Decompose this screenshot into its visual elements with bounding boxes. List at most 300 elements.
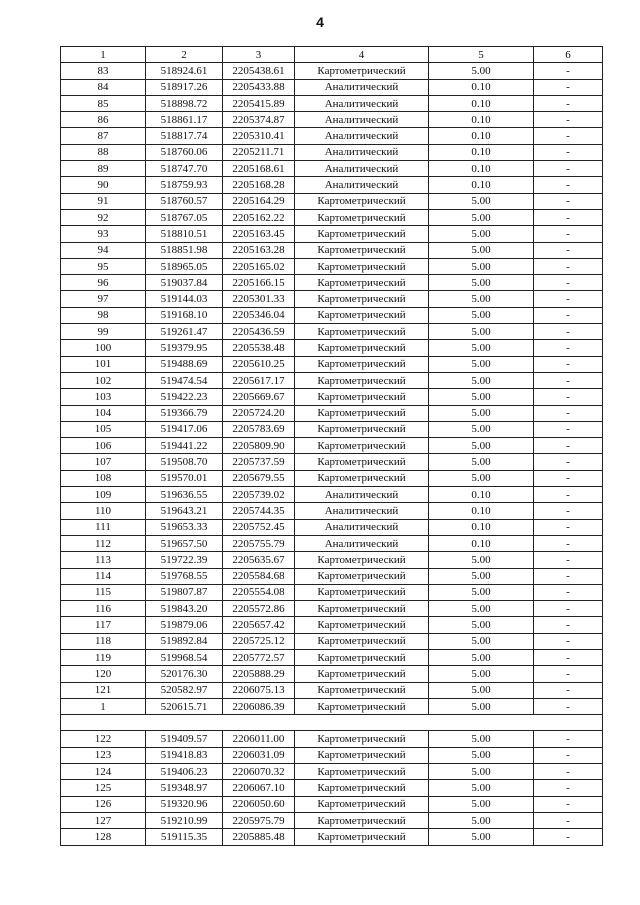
table-cell: Аналитический: [295, 95, 429, 111]
table-cell: 120: [61, 666, 146, 682]
table-cell: Картометрический: [295, 421, 429, 437]
table-cell: -: [534, 535, 603, 551]
table-cell: 5.00: [429, 812, 534, 828]
table-cell: 2205744.35: [223, 503, 295, 519]
table-cell: 519636.55: [146, 487, 223, 503]
table-cell: 2205809.90: [223, 438, 295, 454]
table-cell: 5.00: [429, 780, 534, 796]
table-cell: 0.10: [429, 95, 534, 111]
table-cell: 118: [61, 633, 146, 649]
table-cell: 5.00: [429, 421, 534, 437]
table-cell: 2205166.15: [223, 275, 295, 291]
table-cell: 519115.35: [146, 829, 223, 845]
table-cell: 108: [61, 470, 146, 486]
table-cell: 2205772.57: [223, 649, 295, 665]
table-cell: 5.00: [429, 275, 534, 291]
table-cell: 2205752.45: [223, 519, 295, 535]
table-cell: -: [534, 633, 603, 649]
table-cell: -: [534, 112, 603, 128]
table-cell: 519968.54: [146, 649, 223, 665]
table-cell: 2205679.55: [223, 470, 295, 486]
table-cell: -: [534, 470, 603, 486]
column-header: 1: [61, 47, 146, 63]
table-cell: 5.00: [429, 340, 534, 356]
table-cell: 109: [61, 487, 146, 503]
table-cell: 5.00: [429, 633, 534, 649]
table-cell: 5.00: [429, 226, 534, 242]
table-cell: Картометрический: [295, 747, 429, 763]
table-row: [61, 340, 603, 356]
table-cell: 2205572.86: [223, 601, 295, 617]
table-cell: 5.00: [429, 324, 534, 340]
table-cell: -: [534, 601, 603, 617]
table-cell: Картометрический: [295, 666, 429, 682]
table-cell: 85: [61, 95, 146, 111]
table-cell: 99: [61, 324, 146, 340]
table-cell: 116: [61, 601, 146, 617]
table-cell: 2205724.20: [223, 405, 295, 421]
table-cell: 5.00: [429, 829, 534, 845]
table-cell: 2205554.08: [223, 584, 295, 600]
table-cell: Картометрический: [295, 340, 429, 356]
table-cell: 519366.79: [146, 405, 223, 421]
table-cell: 5.00: [429, 747, 534, 763]
table-cell: 2206011.00: [223, 731, 295, 747]
table-cell: 124: [61, 764, 146, 780]
table-cell: 519261.47: [146, 324, 223, 340]
table-cell: 5.00: [429, 470, 534, 486]
table-cell: 2205617.17: [223, 372, 295, 388]
table-cell: -: [534, 552, 603, 568]
table-row: [61, 747, 603, 763]
table-cell: 2205163.28: [223, 242, 295, 258]
table-cell: 100: [61, 340, 146, 356]
table-cell: 519643.21: [146, 503, 223, 519]
table-cell: 2206070.32: [223, 764, 295, 780]
table-cell: 518767.05: [146, 209, 223, 225]
table-cell: Картометрический: [295, 633, 429, 649]
table-cell: -: [534, 128, 603, 144]
table-cell: Аналитический: [295, 161, 429, 177]
table-cell: -: [534, 291, 603, 307]
table-cell: 2205725.12: [223, 633, 295, 649]
table-cell: 2205737.59: [223, 454, 295, 470]
table-row: [61, 193, 603, 209]
table-cell: 5.00: [429, 307, 534, 323]
table-cell: 113: [61, 552, 146, 568]
table-cell: 127: [61, 812, 146, 828]
table-cell: Картометрический: [295, 258, 429, 274]
coordinates-table: [60, 46, 603, 846]
table-cell: 5.00: [429, 731, 534, 747]
table-cell: -: [534, 389, 603, 405]
table-cell: 520176.30: [146, 666, 223, 682]
table-cell: -: [534, 454, 603, 470]
table-cell: 518898.72: [146, 95, 223, 111]
table-cell: 97: [61, 291, 146, 307]
table-cell: 2205168.61: [223, 161, 295, 177]
table-cell: 5.00: [429, 291, 534, 307]
table-cell: 2206086.39: [223, 698, 295, 714]
table-cell: 92: [61, 209, 146, 225]
table-cell: Картометрический: [295, 568, 429, 584]
table-cell: Картометрический: [295, 470, 429, 486]
table-cell: 112: [61, 535, 146, 551]
table-cell: Картометрический: [295, 552, 429, 568]
table-cell: 0.10: [429, 144, 534, 160]
table-row: [61, 226, 603, 242]
table-cell: 114: [61, 568, 146, 584]
table-cell: 519843.20: [146, 601, 223, 617]
table-cell: -: [534, 63, 603, 79]
table-cell: 0.10: [429, 535, 534, 551]
table-cell: 5.00: [429, 649, 534, 665]
table-cell: 519722.39: [146, 552, 223, 568]
table-cell: 98: [61, 307, 146, 323]
table-cell: -: [534, 584, 603, 600]
table-cell: 2205310.41: [223, 128, 295, 144]
table-cell: Картометрический: [295, 356, 429, 372]
table-cell: 519409.57: [146, 731, 223, 747]
table-cell: 2205436.59: [223, 324, 295, 340]
table-cell: -: [534, 780, 603, 796]
table-cell: Картометрический: [295, 780, 429, 796]
table-cell: 2206050.60: [223, 796, 295, 812]
table-cell: 2205669.67: [223, 389, 295, 405]
table-cell: 88: [61, 144, 146, 160]
table-row: [61, 291, 603, 307]
table-cell: 84: [61, 79, 146, 95]
table-cell: Картометрический: [295, 226, 429, 242]
table-cell: 2205374.87: [223, 112, 295, 128]
table-cell: 2205211.71: [223, 144, 295, 160]
table-cell: 2205888.29: [223, 666, 295, 682]
table-cell: 519879.06: [146, 617, 223, 633]
table-cell: -: [534, 405, 603, 421]
table-cell: 5.00: [429, 796, 534, 812]
table-cell: Картометрический: [295, 438, 429, 454]
table-cell: Картометрический: [295, 764, 429, 780]
table-row: [61, 601, 603, 617]
table-cell: Аналитический: [295, 144, 429, 160]
table-row: [61, 568, 603, 584]
table-row: [61, 796, 603, 812]
table-cell: 5.00: [429, 666, 534, 682]
table-cell: Картометрический: [295, 601, 429, 617]
table-cell: -: [534, 193, 603, 209]
table-cell: Аналитический: [295, 519, 429, 535]
table-cell: -: [534, 503, 603, 519]
table-cell: -: [534, 666, 603, 682]
table-cell: 520615.71: [146, 698, 223, 714]
table-cell: 519168.10: [146, 307, 223, 323]
table-cell: 520582.97: [146, 682, 223, 698]
table-cell: 83: [61, 63, 146, 79]
table-cell: 2206031.09: [223, 747, 295, 763]
table-cell: 518760.06: [146, 144, 223, 160]
table-cell: 5.00: [429, 242, 534, 258]
table-row: [61, 552, 603, 568]
table-cell: 519807.87: [146, 584, 223, 600]
table-cell: 2205610.25: [223, 356, 295, 372]
table-cell: 91: [61, 193, 146, 209]
table-row: [61, 389, 603, 405]
table-cell: 519406.23: [146, 764, 223, 780]
table-row: [61, 372, 603, 388]
table-cell: -: [534, 275, 603, 291]
table-cell: 128: [61, 829, 146, 845]
table-cell: 519210.99: [146, 812, 223, 828]
table-cell: 110: [61, 503, 146, 519]
table-cell: 2205739.02: [223, 487, 295, 503]
table-cell: 1: [61, 698, 146, 714]
table-cell: 519418.83: [146, 747, 223, 763]
table-cell: Аналитический: [295, 535, 429, 551]
table-row: [61, 617, 603, 633]
table-cell: 518851.98: [146, 242, 223, 258]
table-cell: 122: [61, 731, 146, 747]
table-cell: 115: [61, 584, 146, 600]
table-cell: -: [534, 698, 603, 714]
column-header: 5: [429, 47, 534, 63]
table-row: [61, 487, 603, 503]
table-cell: 90: [61, 177, 146, 193]
table-cell: 2205164.29: [223, 193, 295, 209]
table-cell: 107: [61, 454, 146, 470]
table-cell: 518759.93: [146, 177, 223, 193]
table-cell: 2205755.79: [223, 535, 295, 551]
table-cell: Картометрический: [295, 275, 429, 291]
table-row: [61, 307, 603, 323]
table-row: [61, 79, 603, 95]
table-cell: 5.00: [429, 454, 534, 470]
table-cell: 519422.23: [146, 389, 223, 405]
table-cell: Картометрический: [295, 63, 429, 79]
table-row: [61, 682, 603, 698]
table-cell: -: [534, 356, 603, 372]
table-cell: 519417.06: [146, 421, 223, 437]
table-row: [61, 242, 603, 258]
table-cell: Картометрический: [295, 454, 429, 470]
table-cell: 119: [61, 649, 146, 665]
table-cell: 111: [61, 519, 146, 535]
table-cell: 95: [61, 258, 146, 274]
table-cell: 5.00: [429, 389, 534, 405]
table-cell: Картометрический: [295, 682, 429, 698]
table-cell: 86: [61, 112, 146, 128]
table-row: [61, 698, 603, 714]
table-cell: 518817.74: [146, 128, 223, 144]
table-cell: 2206075.13: [223, 682, 295, 698]
table-cell: -: [534, 731, 603, 747]
table-cell: 518917.26: [146, 79, 223, 95]
table-cell: 0.10: [429, 177, 534, 193]
table-cell: -: [534, 682, 603, 698]
table-cell: -: [534, 438, 603, 454]
table-row: [61, 258, 603, 274]
table-row: [61, 649, 603, 665]
table-cell: 2205346.04: [223, 307, 295, 323]
table-cell: 94: [61, 242, 146, 258]
table-cell: Картометрический: [295, 649, 429, 665]
table-cell: Аналитический: [295, 79, 429, 95]
table-row: [61, 519, 603, 535]
table-cell: 5.00: [429, 682, 534, 698]
table-cell: -: [534, 568, 603, 584]
table-cell: Аналитический: [295, 128, 429, 144]
table-cell: 518924.61: [146, 63, 223, 79]
table-cell: Аналитический: [295, 503, 429, 519]
table-row: [61, 95, 603, 111]
table-cell: 2205975.79: [223, 812, 295, 828]
table-cell: 2205657.42: [223, 617, 295, 633]
table-row: [61, 324, 603, 340]
table-cell: Картометрический: [295, 731, 429, 747]
table-cell: Картометрический: [295, 291, 429, 307]
table-cell: -: [534, 487, 603, 503]
table-cell: 519320.96: [146, 796, 223, 812]
table-cell: 2205301.33: [223, 291, 295, 307]
table-cell: -: [534, 421, 603, 437]
table-cell: -: [534, 161, 603, 177]
table-row: [61, 470, 603, 486]
table-cell: 2205538.48: [223, 340, 295, 356]
table-cell: Картометрический: [295, 698, 429, 714]
table-cell: -: [534, 340, 603, 356]
table-cell: 5.00: [429, 193, 534, 209]
table-cell: 5.00: [429, 63, 534, 79]
table-cell: -: [534, 144, 603, 160]
table-row: [61, 112, 603, 128]
table-row: [61, 63, 603, 79]
table-cell: -: [534, 307, 603, 323]
table-cell: 5.00: [429, 209, 534, 225]
table-cell: -: [534, 95, 603, 111]
table-cell: -: [534, 796, 603, 812]
table-cell: 5.00: [429, 568, 534, 584]
table-cell: Картометрический: [295, 307, 429, 323]
table-row: [61, 633, 603, 649]
table-cell: Картометрический: [295, 796, 429, 812]
page-number: 4: [316, 14, 324, 30]
table-cell: -: [534, 372, 603, 388]
table-row: [61, 356, 603, 372]
table-cell: -: [534, 812, 603, 828]
table-row: [61, 161, 603, 177]
table-cell: 518760.57: [146, 193, 223, 209]
table-cell: 2205433.88: [223, 79, 295, 95]
table-cell: 518747.70: [146, 161, 223, 177]
table-cell: Аналитический: [295, 112, 429, 128]
table-cell: 5.00: [429, 552, 534, 568]
table-cell: -: [534, 79, 603, 95]
table-cell: 2205438.61: [223, 63, 295, 79]
table-row: [61, 584, 603, 600]
table-cell: 101: [61, 356, 146, 372]
table-cell: -: [534, 324, 603, 340]
table-cell: 87: [61, 128, 146, 144]
table-cell: 2205783.69: [223, 421, 295, 437]
table-cell: 5.00: [429, 617, 534, 633]
table-cell: -: [534, 242, 603, 258]
table-cell: 5.00: [429, 258, 534, 274]
table-cell: -: [534, 747, 603, 763]
table-row: [61, 209, 603, 225]
table-cell: Картометрический: [295, 812, 429, 828]
table-cell: 519144.03: [146, 291, 223, 307]
table-cell: 519653.33: [146, 519, 223, 535]
column-header: 4: [295, 47, 429, 63]
table-cell: -: [534, 617, 603, 633]
table-cell: Аналитический: [295, 487, 429, 503]
table-cell: 2205635.67: [223, 552, 295, 568]
table-row: [61, 780, 603, 796]
table-cell: 0.10: [429, 161, 534, 177]
table-cell: 518810.51: [146, 226, 223, 242]
column-header: 6: [534, 47, 603, 63]
table-cell: 519348.97: [146, 780, 223, 796]
table-cell: 519508.70: [146, 454, 223, 470]
table-row: [61, 764, 603, 780]
table-cell: Картометрический: [295, 193, 429, 209]
table-cell: 5.00: [429, 698, 534, 714]
table-cell: Картометрический: [295, 324, 429, 340]
table-cell: 519037.84: [146, 275, 223, 291]
table-cell: 519657.50: [146, 535, 223, 551]
table-cell: 5.00: [429, 438, 534, 454]
table-cell: 104: [61, 405, 146, 421]
table-row: [61, 438, 603, 454]
table-cell: -: [534, 226, 603, 242]
table-cell: -: [534, 829, 603, 845]
table-row: [61, 144, 603, 160]
table-row: [61, 666, 603, 682]
table-cell: 5.00: [429, 405, 534, 421]
table-row: [61, 405, 603, 421]
separator-cell: [61, 715, 603, 731]
table-header-row: [61, 47, 603, 63]
table-cell: 519892.84: [146, 633, 223, 649]
table-cell: Картометрический: [295, 209, 429, 225]
table-cell: Картометрический: [295, 617, 429, 633]
table-cell: 0.10: [429, 519, 534, 535]
table-row: [61, 503, 603, 519]
table-row: [61, 454, 603, 470]
table-separator-row: [61, 715, 603, 731]
table-cell: 2205168.28: [223, 177, 295, 193]
table-cell: 0.10: [429, 112, 534, 128]
table-cell: Картометрический: [295, 584, 429, 600]
table-cell: 0.10: [429, 79, 534, 95]
table-cell: 93: [61, 226, 146, 242]
table-cell: -: [534, 764, 603, 780]
table-cell: 2205415.89: [223, 95, 295, 111]
table-cell: -: [534, 519, 603, 535]
table-row: [61, 812, 603, 828]
table-cell: 2205885.48: [223, 829, 295, 845]
table-cell: 519570.01: [146, 470, 223, 486]
table-cell: 106: [61, 438, 146, 454]
table-cell: Картометрический: [295, 829, 429, 845]
table-cell: -: [534, 649, 603, 665]
table-cell: Картометрический: [295, 242, 429, 258]
table-row: [61, 275, 603, 291]
column-header: 3: [223, 47, 295, 63]
table-cell: 2205584.68: [223, 568, 295, 584]
table-row: [61, 421, 603, 437]
table-cell: Аналитический: [295, 177, 429, 193]
table-cell: 2205162.22: [223, 209, 295, 225]
